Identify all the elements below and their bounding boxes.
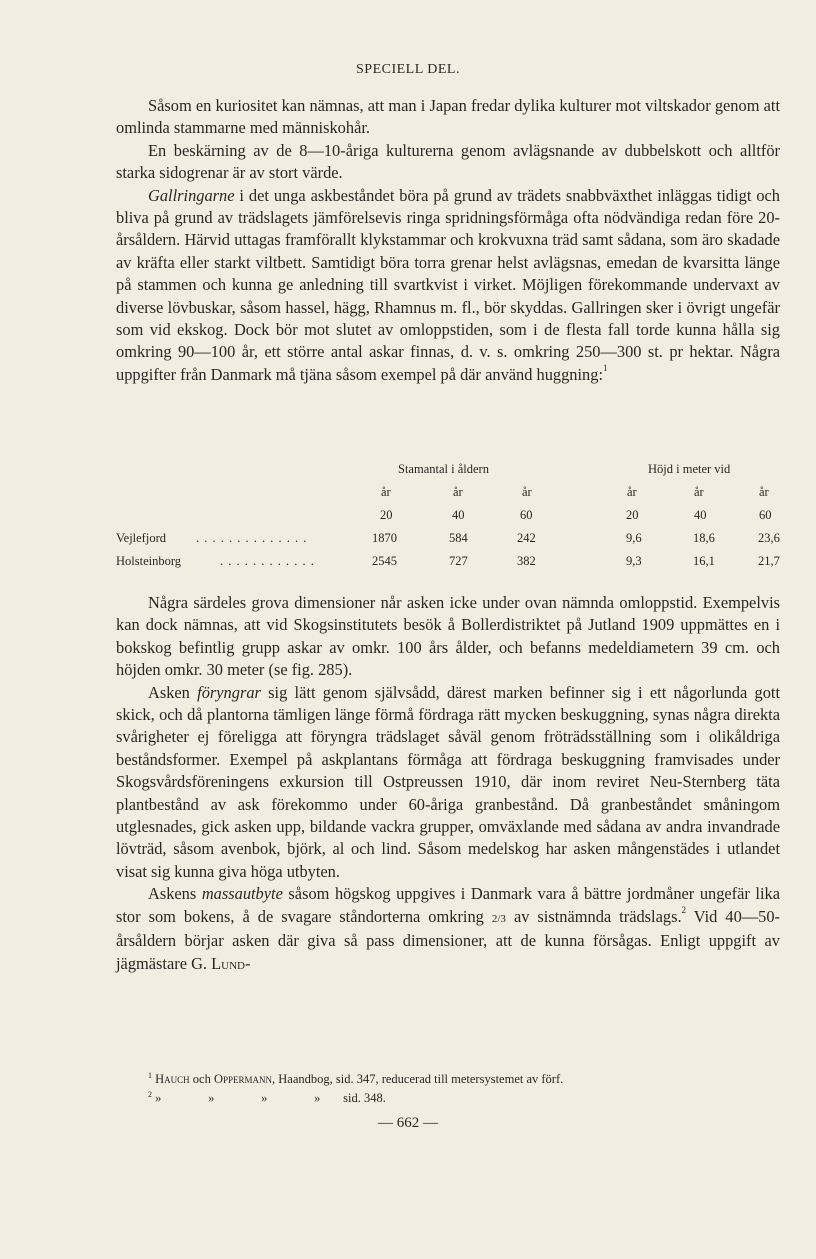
paragraph-text: i det unga askbeståndet böra på grund av trädets snabbväxthet inläggas tidigt och bliva på grund av trädslagets jämförelsevis ringa spridningsförmåga ofta nödvändiga redan före 20-årsåldern. Härvid uttagas framförallt klykstammar och krokvuxna träd samt sådana, som äro skadade av kräfta eller starkt viltbett. Samtidigt böra torra grenar helst avlägsnas, emedan de kvarsitta länge på stammen och kunna ge anledning till svartkvist i virket. Möjligen förekommande undervaxt av diverse lövbuskar, såsom hassel, hägg, Rhamnus m. fl., bör skyddas. Gallringen sker i övrigt ungefär som vid ekskog. Dock bör mot slutet av omloppstiden, som i de flesta fall torde kunna hålla sig omkring 90—100 år, ett större antal askar finnas, d. v. s. omkring 250—300 st. pr hektar. Några uppgifter från Danmark må tjäna såsom exempel på där använd huggning: xyxy=(116,185,780,384)
cell-stam-40: 727 xyxy=(449,554,468,568)
footnotes xyxy=(148,1068,768,1106)
paragraph-dimensioner: Några särdeles grova dimensioner når asken icke under ovan nämnda omloppstid. Exempelvis kan dock nämnas, att vid Skogsinstitutets besök å Bollerdistriktet på Jutland 1909 uppmättes en i bokskog befintlig grupp askar av omkr. 100 års ålder, och befanns medeldiametern 39 cm. och höjden omkr. 30 meter (se fig. 285). xyxy=(116,593,780,680)
paragraph-text: såsom högskog uppgives i Danmark vara å bättre jordmåner ungefär lika stor som bokens, å de svagare ståndorterna omkring xyxy=(116,884,781,926)
unit-cell: år xyxy=(381,485,391,499)
age-cell: 40 xyxy=(452,508,465,522)
table-row xyxy=(116,554,780,577)
author-name: Lund- xyxy=(211,953,251,973)
footnote-ref: 1 xyxy=(603,362,608,373)
paragraph-kuriositet: Såsom en kuriositet kan nämnas, att man i Japan fredar dylika kulturer mot viltskador genom att omlinda stammarne med människohår. xyxy=(116,96,780,138)
cell-hojd-20: 9,6 xyxy=(626,531,642,545)
ditto-marks: » » » » xyxy=(155,1091,325,1106)
age-cell: 40 xyxy=(694,508,707,522)
paragraph-text: av sistnämnda trädslags. xyxy=(505,906,682,926)
page-number: — 662 — xyxy=(378,1115,438,1131)
paragraph-text: sig lätt genom självsådd, därest marken befinner sig i ett någorlunda gott skick, och då plantorna tämligen länge förmå fördraga rätt mycken beskuggning, synas några direkta svårigheter ej föreligga att föryngra trädslaget såväl genom fröträdsställning som i olikåldriga beståndsformer. Exempel på askplantans förmåga att fördraga beskuggning framvisades under Skogsvårdsföreningens exkursion till Ostpreussen 1910, där inom reviret Neu-Sternberg täta plantbestånd av ask förekommo under 60-åriga granbestånd. Då granbeståndet småningom utglesnades, gick asken upp, bildande vackra grupper, omväxlande med sådana av andra invandrade lövträd, såsom avenbok, björk, al och lind. Såsom medelskog har asken mångenstädes i utlandet visat sig kunna giva höga utbyten. xyxy=(116,682,780,881)
fraction: 2/3 xyxy=(491,912,506,925)
paragraph-foryngring xyxy=(116,682,780,884)
age-cell: 20 xyxy=(626,508,639,522)
cell-stam-40: 584 xyxy=(449,531,468,545)
unit-cell: år xyxy=(522,485,532,499)
cell-stam-20: 1870 xyxy=(372,531,397,545)
footnote-text: och xyxy=(189,1072,214,1087)
table-age-row xyxy=(116,508,780,531)
unit-cell: år xyxy=(627,485,637,499)
author-oppermann: Oppermann xyxy=(213,1072,273,1087)
table-group-header-row xyxy=(116,462,780,485)
row-leader-dots: . . . . . . . . . . . . xyxy=(220,554,315,568)
unit-cell: år xyxy=(694,485,704,499)
cell-hojd-60: 23,6 xyxy=(758,531,780,545)
paragraph-lead: Asken xyxy=(148,682,198,702)
author-hauch: Hauch xyxy=(155,1072,190,1087)
body-text-upper xyxy=(116,95,780,386)
footnote-text: sid. 348. xyxy=(343,1091,386,1106)
paragraph-gallringar xyxy=(116,185,780,387)
paragraph-massautbyte xyxy=(116,883,780,975)
age-cell: 20 xyxy=(380,508,393,522)
data-table xyxy=(116,462,780,577)
age-cell: 60 xyxy=(759,508,772,522)
unit-cell: år xyxy=(453,485,463,499)
footnote-mark: 1 xyxy=(148,1071,152,1080)
cell-stam-20: 2545 xyxy=(372,554,397,568)
row-leader-dots: . . . . . . . . . . . . . . xyxy=(196,531,308,545)
paragraph-lead: Askens xyxy=(148,884,202,904)
row-name: Holsteinborg xyxy=(116,554,182,568)
group-header-stamantal: Stamantal i åldern xyxy=(398,462,489,476)
row-name: Vejlefjord xyxy=(116,531,166,545)
cell-hojd-40: 18,6 xyxy=(693,531,715,545)
footnote-text: , Haandbog, sid. 347, reducerad till metersystemet av förf. xyxy=(272,1072,564,1087)
table-row xyxy=(116,531,780,554)
italic-term: Gallringarne xyxy=(148,185,235,205)
table-unit-row xyxy=(116,485,780,508)
age-cell: 60 xyxy=(520,508,533,522)
italic-term: föryngrar xyxy=(197,682,261,702)
unit-cell: år xyxy=(759,485,769,499)
paragraph-text: Vid 40—50-årsåldern börjar asken där giva så pass dimensioner, att de kunna försågas. Enligt uppgift av jägmästare G. xyxy=(116,906,780,973)
cell-stam-60: 242 xyxy=(517,531,536,545)
italic-term: massautbyte xyxy=(201,884,283,904)
cell-stam-60: 382 xyxy=(517,554,536,568)
body-text-lower xyxy=(116,592,780,975)
cell-hojd-20: 9,3 xyxy=(626,554,642,568)
running-header: SPECIELL DEL. xyxy=(356,62,460,77)
group-header-hojd: Höjd i meter vid xyxy=(648,462,731,476)
cell-hojd-60: 21,7 xyxy=(758,554,780,568)
footnote-mark: 2 xyxy=(148,1090,152,1100)
cell-hojd-40: 16,1 xyxy=(693,554,715,568)
footnote-2 xyxy=(148,1087,768,1106)
footnote-ref: 2 xyxy=(681,904,687,915)
footnote-1 xyxy=(148,1068,768,1087)
paragraph-beskarning: En beskärning av de 8—10-åriga kulturerna genom avlägsnande av dubbelskott och alltför starka sidogrenar är av stort värde. xyxy=(116,140,780,183)
